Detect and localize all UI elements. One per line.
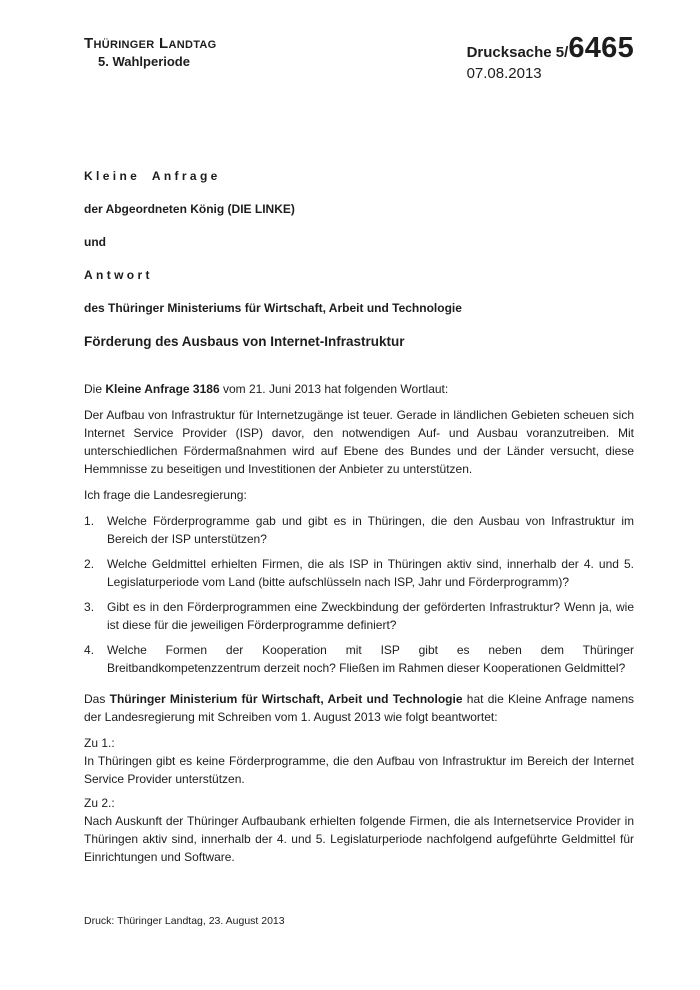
questioner-line: der Abgeordneten König (DIE LINKE) (84, 202, 295, 216)
connector-und: und (84, 235, 106, 249)
drucksache-line (467, 34, 634, 63)
answer-block-2 (84, 794, 634, 866)
drucksache-number: 6465 (568, 32, 634, 64)
institution-name: Thüringer Landtag (84, 35, 217, 52)
wortlaut-intro-post: vom 21. Juni 2013 hat folgenden Wortlaut: (219, 382, 449, 396)
header-left-block (84, 34, 217, 70)
answer-1-text: In Thüringen gibt es keine Förderprogramme, die den Aufbau von Infrastruktur im Bereich der Internet Service Provider unterstützen. (84, 754, 634, 786)
answer-block-1 (84, 734, 634, 788)
question-lead-in: Ich frage die Landesregierung: (84, 488, 247, 502)
answer-2-label: Zu 2.: (84, 796, 115, 810)
answer-1-label: Zu 1.: (84, 736, 115, 750)
question-list (84, 512, 634, 677)
answer-2-text: Nach Auskunft der Thüringer Aufbaubank erhielten folgende Firmen, die als Internetservice Provider in Thüringen aktiv sind, innerhalb der 4. und 5. Legislaturperiode nachfolgend aufgeführte Geldmittel für Einrichtungen und Software. (84, 814, 634, 864)
header-right-block (467, 34, 634, 83)
question-item-3: Gibt es in den Förderprogrammen eine Zweckbindung der geförderten Infrastruktur? Wenn ja, wie ist diese für die jeweiligen Förderprogramme definiert? (107, 600, 634, 632)
print-note: Druck: Thüringer Landtag, 23. August 2013 (84, 915, 285, 927)
ministry-line: des Thüringer Ministeriums für Wirtschaft, Arbeit und Technologie (84, 301, 462, 315)
question-paragraph: Der Aufbau von Infrastruktur für Internetzugänge ist teuer. Gerade in ländlichen Gebieten scheuen sich Internet Service Provider (ISP) davor, den notwendigen Auf- und Ausbau voranzutreiben. Mit unterschiedlichen Fördermaßnahmen wird auf Ebene des Bundes und der Länder versucht, diese Hemmnisse zu beseitigen und Investitionen der Anbieter zu unterstützen. (84, 408, 634, 476)
document-title: Förderung des Ausbaus von Internet-Infrastruktur (84, 334, 405, 349)
answer-intro-bold: Thüringer Ministerium für Wirtschaft, Arbeit und Technologie (109, 692, 463, 706)
legislative-period: 5. Wahlperiode (98, 54, 190, 69)
question-item-1: Welche Förderprogramme gab und gibt es in Thüringen, die den Ausbau von Infrastruktur im Bereich der ISP unterstützen? (107, 514, 634, 546)
question-item-2: Welche Geldmittel erhielten Firmen, die als ISP in Thüringen aktiv sind, innerhalb der 4. und 5. Legislaturperiode vom Land (bitte aufschlüsseln nach ISP, Jahr und Förderprogramm)? (107, 557, 634, 589)
document-header (84, 34, 634, 83)
wortlaut-intro (84, 380, 634, 398)
subject-block (84, 167, 634, 317)
heading-antwort: Antwort (84, 268, 153, 282)
drucksache-label: Drucksache 5/ (466, 44, 569, 61)
document-date: 07.08.2013 (466, 65, 542, 82)
answer-intro-post: hat die Kleine Anfrage namens der Landesregierung mit Schreiben vom 1. August 2013 wie folgt beantwortet: (84, 692, 635, 724)
answer-intro-pre: Das (84, 692, 110, 706)
answer-intro (84, 690, 634, 726)
heading-kleine-anfrage: Kleine Anfrage (84, 169, 221, 183)
wortlaut-intro-pre: Die (84, 382, 106, 396)
question-item-4: Welche Formen der Kooperation mit ISP gibt es neben dem Thüringer Breitbandkompetenzzentrum derzeit noch? Fließen im Rahmen dieser Kooperationen Geldmittel? (107, 643, 634, 675)
wortlaut-intro-bold: Kleine Anfrage 3186 (105, 382, 220, 396)
